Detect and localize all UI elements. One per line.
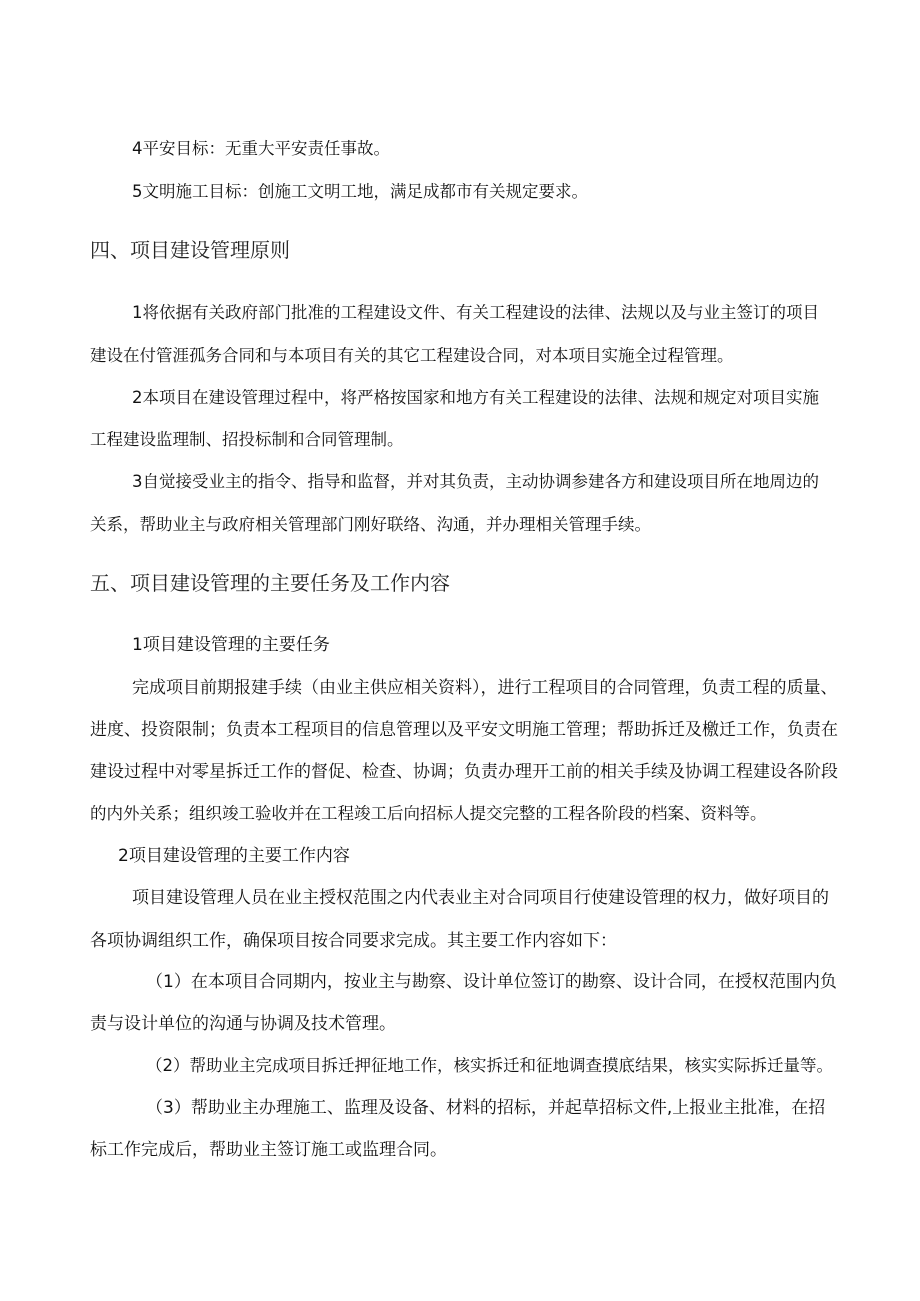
work-item-1-line-2: 责与设计单位的沟通与协调及技术管理。 (90, 1014, 396, 1034)
work-item-1-line-1: （1）在本项目合同期内，按业主与勘察、设计单位签订的勘察、设计合同，在授权范围内负 (146, 972, 837, 992)
main-tasks-line-4: 的内外关系；组织竣工验收并在工程竣工后向招标人提交完整的工程各阶段的档案、资料等。 (90, 804, 767, 823)
section-5-heading: 五、项目建设管理的主要任务及工作内容 (90, 571, 450, 595)
work-item-3-line-1: （3）帮助业主办理施工、监理及设备、材料的招标，并起草招标文件,上报业主批准，在招 (146, 1098, 826, 1118)
principle-2-line-1: 2本项目在建设管理过程中，将严格按国家和地方有关工程建设的法律、法规和规定对项目实施 (132, 388, 819, 407)
main-tasks-line-2: 进度、投资限制；负责本工程项目的信息管理以及平安文明施工管理；帮助拆迁及檄迁工作，负责在 (90, 720, 838, 740)
main-tasks-line-3: 建设过程中对零星拆迁工作的督促、检查、协调；负责办理开工前的相关手续及协调工程建设各阶段 (90, 762, 838, 782)
principle-3-line-1: 3自觉接受业主的指令、指导和监督，并对其负责，主动协调参建各方和建设项目所在地周边的 (132, 472, 819, 491)
principle-3-line-2: 关系，帮助业主与政府相关管理部门刚好联络、沟通，并办理相关管理手续。 (90, 515, 651, 534)
goal-safety: 4平安目标：无重大平安责任事故。 (132, 139, 390, 158)
subsection-1-title: 1项目建设管理的主要任务 (132, 635, 330, 655)
main-tasks-line-1: 完成项目前期报建手续（由业主供应相关资料），进行工程项目的合同管理，负责工程的质量、 (132, 678, 838, 698)
principle-1-line-2: 建设在付管涯孤务合同和与本项目有关的其它工程建设合同，对本项目实施全过程管理。 (90, 346, 734, 365)
goal-civilized-construction: 5文明施工目标：创施工文明工地，满足成都市有关规定要求。 (132, 182, 588, 201)
subsection-2-title: 2项目建设管理的主要工作内容 (118, 846, 350, 866)
work-item-2-line-1: （2）帮助业主完成项目拆迁押征地工作，核实拆迁和征地调查摸底结果，核实实际拆迁量等。 (146, 1056, 833, 1075)
section-4-heading: 四、项目建设管理原则 (90, 238, 290, 262)
work-item-3-line-2: 标工作完成后，帮助业主签订施工或监理合同。 (90, 1140, 447, 1160)
principle-2-line-2: 工程建设监理制、招投标制和合同管理制。 (90, 430, 404, 449)
work-content-intro-line-2: 各项协调组织工作，确保项目按合同要求完成。其主要工作内容如下： (90, 931, 617, 951)
work-content-intro-line-1: 项目建设管理人员在业主授权范围之内代表业主对合同项目行使建设管理的权力，做好项目的 (132, 888, 829, 908)
principle-1-line-1: 1将依据有关政府部门批准的工程建设文件、有关工程建设的法律、法规以及与业主签订的项目 (132, 303, 819, 322)
